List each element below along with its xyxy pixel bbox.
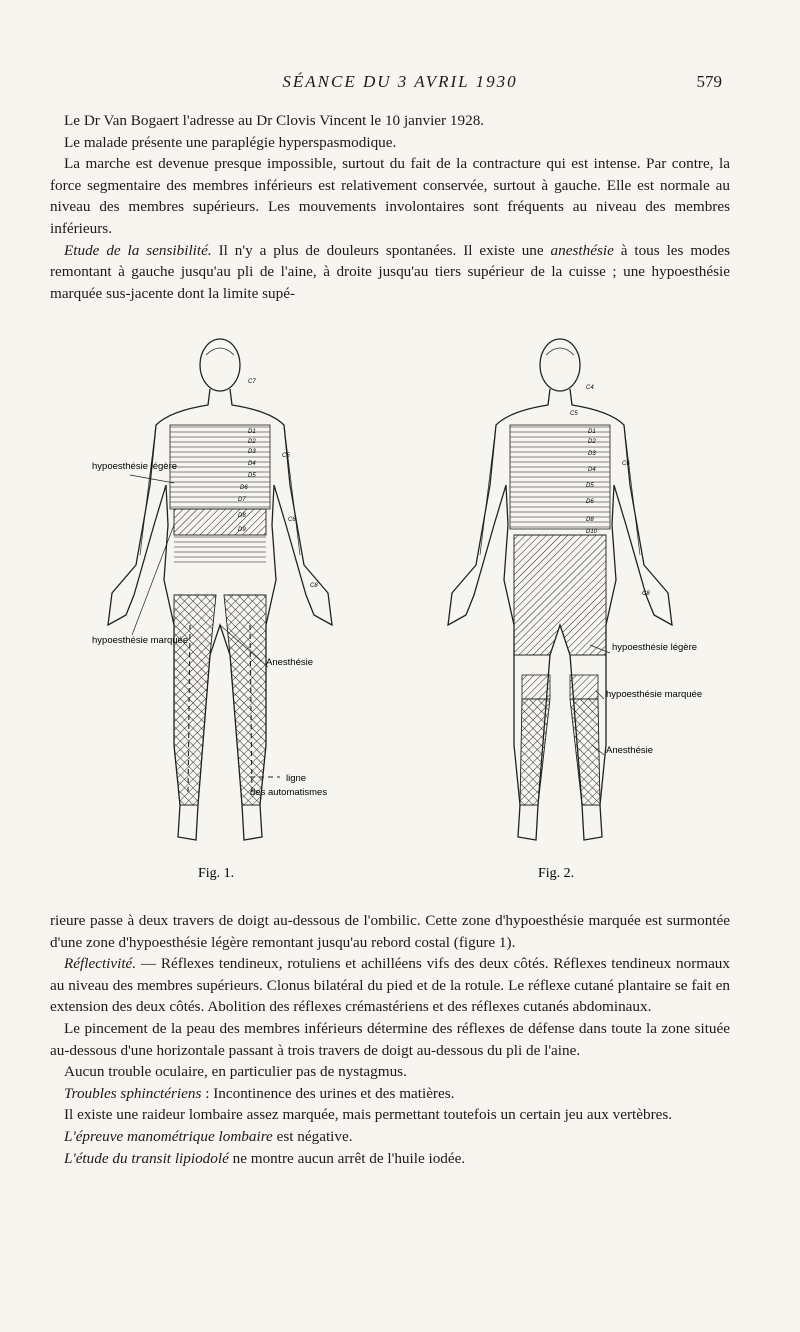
dermatome-label: C6 xyxy=(622,461,630,467)
dermatome-label: C8 xyxy=(310,583,318,589)
label-anesthesia: Anesthésie xyxy=(606,745,654,756)
label-anesthesia: Anesthésie xyxy=(266,657,314,668)
figure-caption: Fig. 1. xyxy=(198,866,235,881)
dermatome-label: C5 xyxy=(282,453,290,459)
dermatome-label: D5 xyxy=(586,483,594,489)
figure-2 xyxy=(448,339,702,881)
text-span: est négative. xyxy=(272,1127,353,1145)
text-line: rieure passe à deux travers de doigt au-dessous de l'ombilic. Cette zone d'hypoesthésie marquée est surmontée d'une zone d'hypoesthésie légère remontant jusqu'au rebord costal (figure 1). xyxy=(50,912,730,951)
dermatome-label: D9 xyxy=(238,527,246,533)
paragraph-body xyxy=(50,910,730,1169)
dermatome-label: C6 xyxy=(288,517,296,523)
dermatome-label: C8 xyxy=(642,591,650,597)
figures-panel xyxy=(70,325,710,885)
dermatome-label: D4 xyxy=(248,461,256,467)
dermatome-label: D5 xyxy=(248,473,256,479)
text-line: Le malade présente une paraplégie hyperspasmodique. xyxy=(64,133,397,151)
dermatome-label: D3 xyxy=(248,449,256,455)
text-span: ne montre aucun arrêt de l'huile iodée. xyxy=(228,1149,466,1167)
dermatome-figures xyxy=(70,325,710,885)
text-line xyxy=(50,1126,730,1148)
zone-anesthesia-right-leg xyxy=(224,595,266,805)
section-heading: L'étude du transit lipiodolé xyxy=(64,1149,229,1167)
head-outline xyxy=(540,339,580,391)
zone-light-hypoesthesia xyxy=(170,425,270,509)
dermatome-label: D6 xyxy=(586,499,594,505)
zone-marked-hypoesthesia xyxy=(514,535,606,655)
figure-1 xyxy=(92,339,332,881)
section-heading: Réflectivité. xyxy=(64,955,137,973)
label-light-hypoesthesia: hypoesthésie légère xyxy=(612,642,698,653)
text-span: : Incontinence des urines et des matières. xyxy=(201,1084,455,1102)
text-line: Le Dr Van Bogaert l'adresse au Dr Clovis Vincent le 10 janvier 1928. xyxy=(64,112,485,129)
dermatome-label: D10 xyxy=(586,529,598,535)
text-span: Il n'y a plus de douleurs spontanées. Il existe une xyxy=(211,241,551,259)
text-line: Il existe une raideur lombaire assez marquée, mais permettant toutefois un certain jeu aux vertèbres. xyxy=(64,1106,673,1124)
label-light-hypoesthesia: hypoesthésie légère xyxy=(92,461,178,472)
dermatome-label: D2 xyxy=(588,439,596,445)
paragraph-intro xyxy=(50,110,730,304)
zone-anesthesia-left-leg xyxy=(174,595,216,805)
dermatome-label: D3 xyxy=(588,451,596,457)
head-outline xyxy=(200,339,240,391)
text-line xyxy=(50,240,730,305)
dermatome-label: D8 xyxy=(586,517,594,523)
text-span: — Réflexes tendineux, rotuliens et achilléens vifs des deux côtés. Réflexes tendineux normaux au niveau des membres supérieurs. Clonus bilatéral du pied et de la rotule. Le réflexe cutané plantaire se fait en extension des deux côtés. Abolition des réflexes crémastériens et des réflexes cutanés abdominaux. xyxy=(50,955,730,1016)
text-line xyxy=(50,1148,730,1170)
section-heading: Etude de la sensibilité. xyxy=(64,241,212,259)
section-heading: Troubles sphinctériens xyxy=(64,1084,202,1102)
dermatome-label: D8 xyxy=(238,513,246,519)
dermatome-label: D1 xyxy=(248,429,256,435)
dermatome-label: C7 xyxy=(248,379,256,385)
page-number: 579 xyxy=(696,72,722,91)
text-line: La marche est devenue presque impossible, surtout du fait de la contracture qui est intense. Par contre, la force segmentaire des membres inférieurs est relativement conservée, surtout à gauche. Elle est normale au niveau des membres supérieurs. Les mouvements involontaires sont fréquents au niveau des membres inférieurs. xyxy=(50,155,730,237)
dermatome-label: D4 xyxy=(588,467,596,473)
text-line: Aucun trouble oculaire, en particulier pas de nystagmus. xyxy=(64,1063,407,1081)
figure-caption: Fig. 2. xyxy=(538,866,575,881)
legend-automatismes: des automatismes xyxy=(250,787,328,798)
text-line xyxy=(50,1083,730,1105)
zone-anesthesia-left-leg xyxy=(520,699,550,805)
label-marked-hypoesthesia: hypoesthésie marquée xyxy=(606,689,703,700)
dermatome-label: C4 xyxy=(586,385,594,391)
zone-anesthesia-right-leg xyxy=(570,699,600,805)
text-line xyxy=(50,953,730,1018)
legend-line: ligne xyxy=(286,773,307,784)
label-marked-hypoesthesia: hypoesthésie marquée xyxy=(92,635,189,646)
text-line: Le pincement de la peau des membres inférieurs détermine des réflexes de défense dans toute la zone située au-dessous d'une horizontale passant à trois travers de doigt au-dessous du pli de l'aine. xyxy=(50,1019,730,1059)
running-title: SÉANCE DU 3 AVRIL 1930 xyxy=(282,72,518,91)
zone-marked-hypoesthesia xyxy=(174,509,266,535)
dermatome-label: D7 xyxy=(238,497,246,503)
emphasis: anesthésie xyxy=(550,241,614,259)
dermatome-label: D2 xyxy=(248,439,256,445)
dermatome-label: D1 xyxy=(588,429,596,435)
dermatome-label: D6 xyxy=(240,485,248,491)
text-span: à tous les modes remontant à gauche jusqu'au pli de l'aine, à droite jusqu'au tiers supérieur de la cuisse ; une hypoesthésie marquée sus-jacente dont la limite supé- xyxy=(50,241,730,302)
dermatome-label: C5 xyxy=(570,411,578,417)
section-heading: L'épreuve manométrique lombaire xyxy=(64,1127,273,1145)
running-header xyxy=(0,72,800,96)
